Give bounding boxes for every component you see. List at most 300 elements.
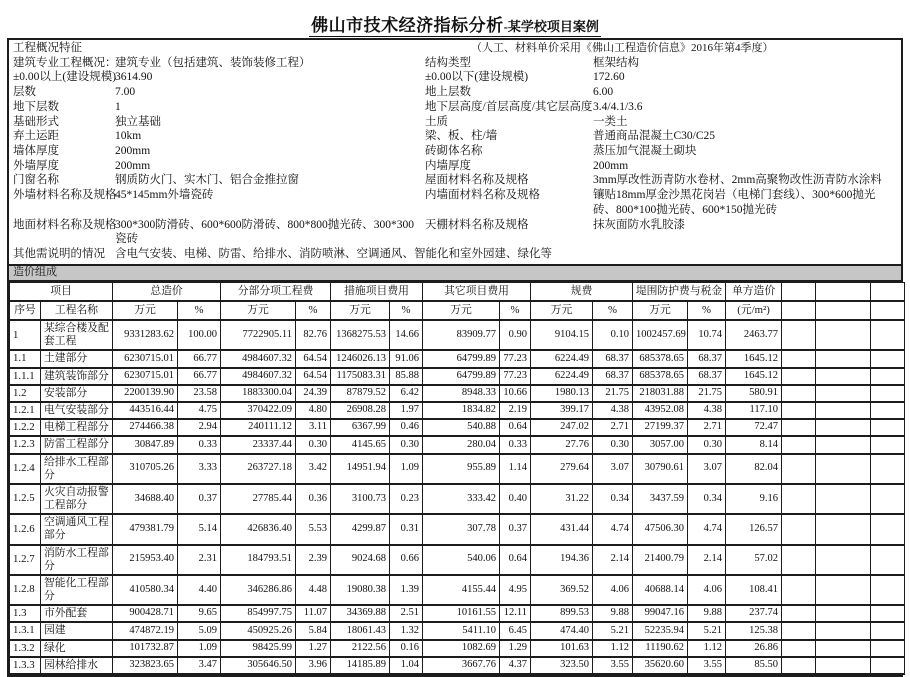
overview-value: 200mm (115, 159, 151, 172)
table-row (10, 514, 905, 544)
overview-section-label: 工程概况特征 (13, 42, 82, 54)
empty-cell (782, 320, 816, 350)
overview-value: 3.4/4.1/3.6 (593, 100, 643, 113)
row-value: 4155.44 (423, 575, 500, 605)
page-title (0, 0, 910, 38)
overview-label: 地面材料名称及规格 (13, 218, 117, 231)
row-value: 5.21 (593, 622, 633, 639)
overview-label: 结构类型 (425, 56, 471, 69)
row-value: 3.11 (296, 419, 331, 436)
row-value: 3.33 (178, 454, 221, 484)
row-value: 5.09 (178, 622, 221, 639)
empty-cell (816, 454, 871, 484)
header-group-measures: 措施项目费用 (331, 282, 423, 301)
row-value: 5.14 (178, 514, 221, 544)
row-value: 1.29 (500, 640, 531, 657)
header-unit-price: 单方造价 (726, 282, 782, 301)
empty-header-cell (782, 282, 816, 301)
row-value: 1645.12 (726, 350, 782, 367)
empty-cell (871, 454, 905, 484)
row-value: 52235.94 (633, 622, 688, 639)
row-value: 125.38 (726, 622, 782, 639)
row-value: 0.34 (688, 484, 726, 514)
row-value: 27199.37 (633, 419, 688, 436)
header-name: 工程名称 (41, 301, 113, 320)
row-value: 685378.65 (633, 350, 688, 367)
overview-value: 含电气安装、电梯、防雷、给排水、消防喷淋、空调通风、智能化和室外园建、绿化等 (115, 248, 552, 261)
row-value: 899.53 (531, 605, 593, 622)
empty-cell (816, 640, 871, 657)
row-value: 6230715.01 (113, 350, 178, 367)
header-group-tax: 堤围防护费与税金 (633, 282, 726, 301)
row-value: 4.80 (296, 402, 331, 419)
row-value: 580.91 (726, 385, 782, 402)
row-value: 1883300.04 (221, 385, 296, 402)
row-value: 2.39 (296, 545, 331, 575)
row-value: 68.37 (688, 350, 726, 367)
header-group-total: 总造价 (113, 282, 221, 301)
row-value: 310705.26 (113, 454, 178, 484)
row-value: 9.88 (593, 605, 633, 622)
row-value: 3667.76 (423, 657, 500, 674)
table-row (10, 622, 905, 639)
row-value: 64799.89 (423, 368, 500, 385)
row-value: 77.23 (500, 368, 531, 385)
row-value: 4984607.32 (221, 368, 296, 385)
overview-value: 框架结构 (593, 56, 639, 69)
row-number: 1.2.7 (10, 545, 41, 575)
row-number: 1.3 (10, 605, 41, 622)
empty-cell (871, 350, 905, 367)
row-value: 23.58 (178, 385, 221, 402)
row-value: 900428.71 (113, 605, 178, 622)
header-group-fees: 规费 (531, 282, 633, 301)
row-value: 443516.44 (113, 402, 178, 419)
overview-value: 172.60 (593, 71, 625, 84)
row-value: 1645.12 (726, 368, 782, 385)
overview-value: 普通商品混凝土C30/C25 (593, 130, 716, 143)
row-value: 57.02 (726, 545, 782, 575)
empty-cell (782, 622, 816, 639)
cost-table-header (10, 282, 905, 320)
table-row (10, 350, 905, 367)
header-pct: % (688, 301, 726, 320)
row-number: 1.3.3 (10, 657, 41, 674)
table-row (10, 454, 905, 484)
row-value: 27.76 (531, 436, 593, 453)
header-amount: 万元 (221, 301, 296, 320)
row-value: 77.23 (500, 350, 531, 367)
row-value: 0.30 (390, 436, 423, 453)
row-value: 4.48 (296, 575, 331, 605)
overview-label: 层数 (13, 86, 36, 99)
row-value: 0.66 (390, 545, 423, 575)
row-value: 9.16 (726, 484, 782, 514)
row-value: 72.47 (726, 419, 782, 436)
row-value: 685378.65 (633, 368, 688, 385)
row-value: 26.86 (726, 640, 782, 657)
overview-row (9, 173, 901, 188)
row-value: 5.53 (296, 514, 331, 544)
row-value: 346286.86 (221, 575, 296, 605)
overview-value: 200mm (115, 145, 151, 158)
document-subtitle: -某学校项目案例 (503, 19, 599, 34)
row-value: 82.04 (726, 454, 782, 484)
overview-value: 200mm (593, 159, 629, 172)
row-value: 279.64 (531, 454, 593, 484)
row-name: 土建部分 (41, 350, 113, 367)
row-number: 1.2.6 (10, 514, 41, 544)
row-name: 建筑装饰部分 (41, 368, 113, 385)
row-value: 4.74 (593, 514, 633, 544)
row-value: 1.14 (500, 454, 531, 484)
row-value: 280.04 (423, 436, 500, 453)
header-group-row (10, 282, 905, 301)
row-value: 0.31 (390, 514, 423, 544)
row-value: 1834.82 (423, 402, 500, 419)
header-amount: 万元 (531, 301, 593, 320)
row-value: 0.37 (178, 484, 221, 514)
empty-cell (871, 484, 905, 514)
overview-value: 蒸压加气混凝土砌块 (593, 145, 697, 158)
empty-cell (816, 419, 871, 436)
row-value: 450925.26 (221, 622, 296, 639)
overview-value: 6.00 (593, 86, 614, 99)
table-row (10, 484, 905, 514)
row-value: 68.37 (688, 368, 726, 385)
row-value: 99047.16 (633, 605, 688, 622)
row-value: 1.27 (296, 640, 331, 657)
row-value: 274466.38 (113, 419, 178, 436)
row-value: 2.19 (500, 402, 531, 419)
row-value: 9.65 (178, 605, 221, 622)
cost-table-body (10, 320, 905, 674)
cost-section-bar (9, 264, 901, 282)
overview-label: 其他需说明的情况 (13, 248, 105, 261)
row-name: 安装部分 (41, 385, 113, 402)
empty-cell (871, 605, 905, 622)
row-value: 101732.87 (113, 640, 178, 657)
header-no: 序号 (10, 301, 41, 320)
row-value: 4.37 (500, 657, 531, 674)
row-number: 1.2.2 (10, 419, 41, 436)
row-value: 0.16 (390, 640, 423, 657)
row-value: 369.52 (531, 575, 593, 605)
row-value: 6.45 (500, 622, 531, 639)
header-group-other: 其它项目费用 (423, 282, 531, 301)
row-value: 399.17 (531, 402, 593, 419)
spreadsheet-area (7, 38, 903, 677)
empty-cell (871, 402, 905, 419)
row-value: 410580.34 (113, 575, 178, 605)
row-value: 2.31 (178, 545, 221, 575)
overview-value: 抹灰面防水乳胶漆 (593, 218, 685, 231)
overview-label: 地上层数 (425, 86, 471, 99)
header-pct: % (390, 301, 423, 320)
row-value: 0.46 (390, 419, 423, 436)
empty-cell (782, 454, 816, 484)
overview-value: 1 (115, 100, 121, 113)
row-value: 30847.89 (113, 436, 178, 453)
document-title: 佛山市技术经济指标分析 (311, 16, 504, 35)
empty-cell (782, 436, 816, 453)
row-value: 9104.15 (531, 320, 593, 350)
header-sub-row (10, 301, 905, 320)
table-row (10, 640, 905, 657)
row-value: 194.36 (531, 545, 593, 575)
row-value: 854997.75 (221, 605, 296, 622)
overview-value: 镶贴18mm厚金沙黑花岗岩（电梯门套线）、300*600抛光砖、800*100抛光砖、600*150抛光砖 (593, 189, 876, 216)
empty-header-cell (871, 301, 905, 320)
overview-label: ±0.00以上(建设规模) (13, 71, 117, 84)
table-row (10, 575, 905, 605)
row-number: 1.2.3 (10, 436, 41, 453)
row-value: 23337.44 (221, 436, 296, 453)
row-number: 1.2.1 (10, 402, 41, 419)
row-value: 1175083.31 (331, 368, 390, 385)
row-value: 0.30 (296, 436, 331, 453)
overview-value: 7.00 (115, 86, 136, 99)
overview-label: 地下层数 (13, 100, 59, 113)
row-value: 4299.87 (331, 514, 390, 544)
row-name: 市外配套 (41, 605, 113, 622)
row-value: 431.44 (531, 514, 593, 544)
row-value: 0.30 (688, 436, 726, 453)
row-value: 10.66 (500, 385, 531, 402)
row-value: 14.66 (390, 320, 423, 350)
overview-row (9, 100, 901, 115)
empty-header-cell (871, 282, 905, 301)
table-row (10, 545, 905, 575)
row-number: 1 (10, 320, 41, 350)
overview-label: 土质 (425, 115, 448, 128)
overview-value: 3614.90 (115, 71, 153, 84)
overview-label: 天棚材料名称及规格 (425, 218, 529, 231)
overview-label: ±0.00以下(建设规模) (425, 71, 529, 84)
row-value: 1.39 (390, 575, 423, 605)
empty-cell (782, 368, 816, 385)
header-amount: 万元 (633, 301, 688, 320)
row-value: 6224.49 (531, 368, 593, 385)
row-value: 0.30 (593, 436, 633, 453)
empty-header-cell (782, 301, 816, 320)
row-value: 2.14 (593, 545, 633, 575)
overview-value: 10km (115, 130, 142, 143)
row-name: 空调通风工程部分 (41, 514, 113, 544)
empty-cell (871, 657, 905, 674)
row-name: 园建 (41, 622, 113, 639)
row-value: 479381.79 (113, 514, 178, 544)
row-value: 4.40 (178, 575, 221, 605)
row-number: 1.3.2 (10, 640, 41, 657)
row-value: 333.42 (423, 484, 500, 514)
row-value: 3.55 (688, 657, 726, 674)
table-row (10, 320, 905, 350)
table-row (10, 402, 905, 419)
row-value: 7722905.11 (221, 320, 296, 350)
row-number: 1.2 (10, 385, 41, 402)
row-value: 66.77 (178, 350, 221, 367)
header-amount: 万元 (423, 301, 500, 320)
row-value: 0.34 (593, 484, 633, 514)
empty-cell (782, 575, 816, 605)
overview-label: 屋面材料名称及规格 (425, 174, 529, 187)
row-value: 126.57 (726, 514, 782, 544)
row-name: 智能化工程部分 (41, 575, 113, 605)
overview-row (9, 56, 901, 71)
empty-cell (816, 622, 871, 639)
row-value: 5.21 (688, 622, 726, 639)
row-value: 1.12 (688, 640, 726, 657)
row-value: 98425.99 (221, 640, 296, 657)
project-overview-section (9, 40, 901, 264)
row-value: 1.97 (390, 402, 423, 419)
overview-value: 钢质防火门、实木门、铝合金推拉窗 (115, 174, 299, 187)
row-value: 305646.50 (221, 657, 296, 674)
row-value: 43952.08 (633, 402, 688, 419)
row-value: 955.89 (423, 454, 500, 484)
row-value: 21.75 (593, 385, 633, 402)
row-value: 82.76 (296, 320, 331, 350)
table-row (10, 368, 905, 385)
row-value: 237.74 (726, 605, 782, 622)
row-value: 307.78 (423, 514, 500, 544)
row-value: 18061.43 (331, 622, 390, 639)
row-value: 11.07 (296, 605, 331, 622)
overview-row (9, 85, 901, 100)
row-name: 给排水工程部分 (41, 454, 113, 484)
row-value: 0.33 (500, 436, 531, 453)
row-value: 323823.65 (113, 657, 178, 674)
overview-label: 内墙面材料名称及规格 (425, 189, 540, 202)
row-value: 6230715.01 (113, 368, 178, 385)
overview-value: 3mm厚改性沥青防水卷材、2mm高聚物改性沥青防水涂料 (593, 174, 882, 187)
row-value: 0.90 (500, 320, 531, 350)
row-value: 3.47 (178, 657, 221, 674)
header-pct: % (178, 301, 221, 320)
row-value: 247.02 (531, 419, 593, 436)
row-value: 5411.10 (423, 622, 500, 639)
row-value: 4.75 (178, 402, 221, 419)
row-value: 0.36 (296, 484, 331, 514)
empty-cell (816, 402, 871, 419)
row-name: 电梯工程部分 (41, 419, 113, 436)
row-number: 1.1.1 (10, 368, 41, 385)
row-value: 0.10 (593, 320, 633, 350)
row-value: 10161.55 (423, 605, 500, 622)
empty-cell (782, 419, 816, 436)
empty-header-cell (816, 301, 871, 320)
row-value: 9331283.62 (113, 320, 178, 350)
overview-label: 墙体厚度 (13, 145, 59, 158)
row-value: 2122.56 (331, 640, 390, 657)
row-name: 绿化 (41, 640, 113, 657)
row-value: 108.41 (726, 575, 782, 605)
row-value: 21.75 (688, 385, 726, 402)
row-name: 防雷工程部分 (41, 436, 113, 453)
empty-cell (782, 402, 816, 419)
overview-row (9, 159, 901, 174)
table-row (10, 657, 905, 674)
row-value: 0.64 (500, 419, 531, 436)
row-value: 474.40 (531, 622, 593, 639)
row-value: 117.10 (726, 402, 782, 419)
overview-row (9, 247, 901, 262)
empty-cell (782, 605, 816, 622)
empty-header-cell (816, 282, 871, 301)
row-value: 100.00 (178, 320, 221, 350)
row-value: 101.63 (531, 640, 593, 657)
row-value: 64.54 (296, 350, 331, 367)
row-value: 240111.12 (221, 419, 296, 436)
row-value: 370422.09 (221, 402, 296, 419)
row-value: 8.14 (726, 436, 782, 453)
row-value: 34688.40 (113, 484, 178, 514)
row-value: 64.54 (296, 368, 331, 385)
row-value: 1.09 (178, 640, 221, 657)
row-number: 1.2.4 (10, 454, 41, 484)
row-value: 3.07 (688, 454, 726, 484)
row-value: 40688.14 (633, 575, 688, 605)
row-value: 6.42 (390, 385, 423, 402)
cost-section-label: 造价组成 (13, 265, 57, 278)
row-value: 0.40 (500, 484, 531, 514)
overview-row (9, 115, 901, 130)
row-name: 火灾自动报警工程部分 (41, 484, 113, 514)
empty-cell (816, 657, 871, 674)
empty-cell (871, 545, 905, 575)
row-name: 某综合楼及配套工程 (41, 320, 113, 350)
overview-value: 独立基础 (115, 115, 161, 128)
row-value: 85.50 (726, 657, 782, 674)
row-value: 24.39 (296, 385, 331, 402)
empty-cell (816, 350, 871, 367)
empty-cell (816, 605, 871, 622)
row-number: 1.1 (10, 350, 41, 367)
row-value: 11190.62 (633, 640, 688, 657)
row-value: 1980.13 (531, 385, 593, 402)
overview-label: 建筑专业工程概况： (13, 56, 117, 69)
row-value: 0.64 (500, 545, 531, 575)
row-value: 3.07 (593, 454, 633, 484)
row-value: 2.71 (688, 419, 726, 436)
row-value: 1.09 (390, 454, 423, 484)
row-value: 4.38 (593, 402, 633, 419)
overview-value: 建筑专业（包括建筑、装饰装修工程） (115, 56, 311, 69)
row-value: 64799.89 (423, 350, 500, 367)
row-value: 5.84 (296, 622, 331, 639)
overview-rows (9, 56, 901, 262)
header-unit: (元/m²) (726, 301, 782, 320)
empty-cell (816, 575, 871, 605)
table-row (10, 419, 905, 436)
overview-label: 门窗名称 (13, 174, 59, 187)
row-value: 323.50 (531, 657, 593, 674)
row-value: 1368275.53 (331, 320, 390, 350)
row-value: 215953.40 (113, 545, 178, 575)
overview-label: 地下层高度/首层高度/其它层高度 (425, 100, 593, 113)
row-value: 3.55 (593, 657, 633, 674)
pricing-source-note: （人工、材料单价采用《佛山工程造价信息》2016年第4季度） (471, 42, 774, 54)
row-value: 3100.73 (331, 484, 390, 514)
row-value: 19080.38 (331, 575, 390, 605)
row-value: 540.88 (423, 419, 500, 436)
empty-cell (782, 640, 816, 657)
row-value: 8948.33 (423, 385, 500, 402)
row-value: 1082.69 (423, 640, 500, 657)
row-value: 2463.77 (726, 320, 782, 350)
row-value: 0.33 (178, 436, 221, 453)
